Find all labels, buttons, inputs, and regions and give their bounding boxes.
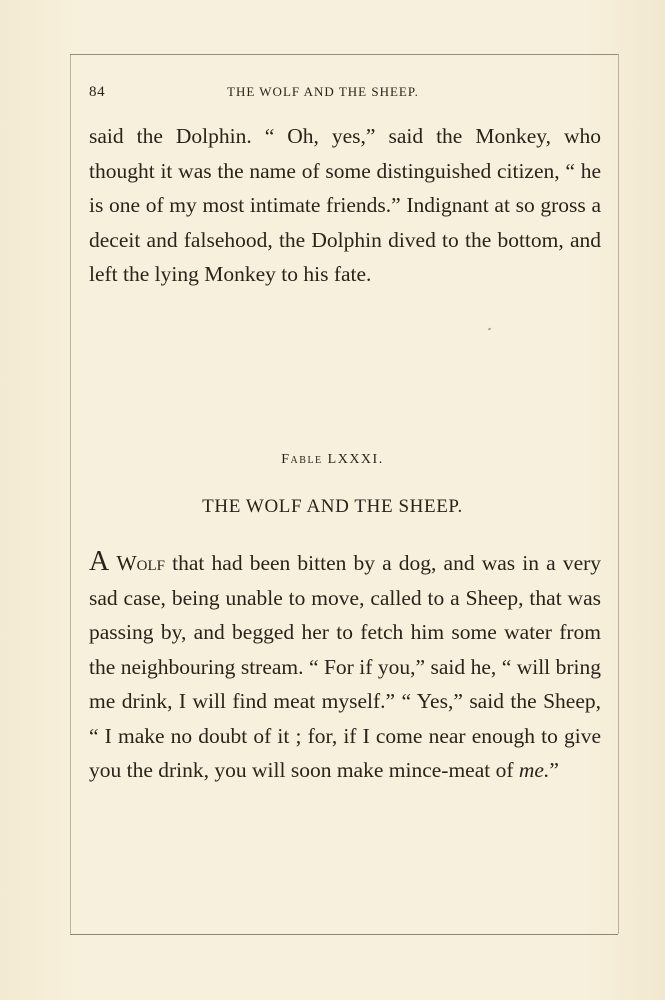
right-border-rule (618, 54, 619, 934)
paper-speck (488, 328, 492, 331)
closing-quote: ” (549, 758, 559, 782)
page-number: 84 (89, 84, 106, 100)
fable-text: that had been bitten by a dog, and was in a very sad case, being unable to move, called to a Sheep, that was passing by, and begged her to fetch him some water from the neighbouring stream. “ For if you,” said he, “ will bring me drink, I will find meat myself.” “ Yes,” said the Sheep, “ I make no doubt of it ; for, if I come near enough to give you the drink, you will soon make mince-meat of (89, 551, 602, 782)
initial-letter: A (89, 546, 110, 577)
top-border-rule (70, 54, 618, 55)
bottom-border-rule (70, 934, 618, 935)
emphasized-word: me. (518, 758, 550, 782)
running-header (89, 84, 609, 104)
fable-body (89, 546, 601, 788)
fable-number: Fable LXXXI. (281, 452, 384, 467)
running-title: THE WOLF AND THE SHEEP. (227, 84, 419, 99)
previous-fable-ending (89, 119, 601, 292)
left-border-rule (70, 54, 71, 934)
fable-title: THE WOLF AND THE SHEEP. (202, 496, 463, 517)
first-word: Wolf (116, 551, 166, 575)
continuation-paragraph: said the Dolphin. “ Oh, yes,” said the Monkey, who thought it was the name of some distinguished citizen, “ he is one of my most intimate friends.” Indignant at so gross a deceit and falsehood, the Dolphin dived to the bottom, and left the lying Monkey to his fate. (89, 124, 601, 286)
